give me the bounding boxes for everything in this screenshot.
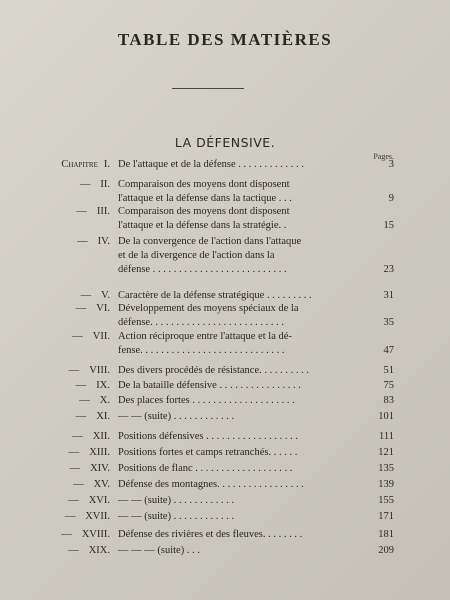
chapter-title: [118, 394, 360, 408]
page-number: 83: [383, 395, 394, 406]
chapter-numeral: XII.: [92, 431, 110, 442]
chapter-prefix: —: [68, 447, 80, 458]
chapter-title: [118, 494, 360, 508]
chapter-prefix: —: [76, 206, 87, 217]
chapter-prefix: —: [75, 380, 87, 391]
chapter-numeral: III.: [96, 206, 110, 217]
chapter-number: [18, 235, 110, 249]
page-number: 15: [383, 220, 394, 231]
page-number: 47: [383, 345, 394, 356]
chapter-number: [18, 379, 110, 393]
pages-column-label: Pages.: [373, 152, 394, 161]
chapter-title: [118, 528, 360, 542]
chapter-number: [18, 330, 110, 344]
chapter-number: [18, 289, 110, 303]
chapter-numeral: X.: [99, 395, 110, 406]
chapter-number: [18, 364, 110, 378]
chapter-number: [18, 544, 110, 558]
chapter-title-line: Action réciproque entre l'attaque et la dé-: [118, 331, 292, 342]
chapter-title-line: Positions de flanc . . . . . . . . . . . . . . . . . . .: [118, 463, 293, 474]
page-number: 121: [378, 447, 394, 458]
chapter-number: [18, 494, 110, 508]
title-divider: [172, 88, 244, 89]
chapter-title-line: De la convergence de l'action dans l'attaque: [118, 236, 302, 247]
chapter-number: [18, 462, 110, 476]
chapter-title-line: Comparaison des moyens dont disposent: [118, 206, 290, 217]
page-number: 135: [378, 463, 394, 474]
section-title: LA DÉFENSIVE.: [174, 135, 276, 150]
chapter-title-line: De la bataille défensive . . . . . . . . . . . . . . . .: [118, 380, 301, 391]
chapter-numeral: II.: [100, 179, 110, 190]
chapter-number: [18, 446, 110, 460]
chapter-number: [18, 158, 110, 172]
chapter-title: [118, 158, 360, 172]
chapter-prefix: —: [79, 395, 90, 406]
chapter-number: [18, 394, 110, 408]
chapter-prefix: —: [75, 303, 87, 314]
chapter-prefix: —: [73, 479, 84, 490]
chapter-numeral: IX.: [96, 380, 110, 391]
chapter-title: [118, 446, 360, 460]
chapter-title-line: — — (suite) . . . . . . . . . . . .: [118, 411, 235, 422]
chapter-title-line: Défense des rivières et des fleuves. . . . . . . .: [118, 529, 303, 540]
chapter-numeral: IV.: [97, 236, 110, 247]
chapter-number: [18, 302, 110, 316]
chapter-title-line: Des divers procédés de résistance. . . . . . . . . .: [118, 365, 309, 376]
chapter-numeral: XVI.: [88, 495, 110, 506]
chapter-prefix: —: [77, 236, 88, 247]
chapter-title: [118, 510, 360, 524]
chapter-prefix: —: [75, 411, 87, 422]
page-number: 51: [383, 365, 394, 376]
chapter-numeral: XIX.: [88, 545, 110, 556]
chapter-numeral: XI.: [96, 411, 110, 422]
chapter-title-line: et de la divergence de l'action dans la: [118, 250, 275, 261]
chapter-title-line: Positions fortes et camps retranchés. . . . . .: [118, 447, 298, 458]
chapter-title: [118, 364, 360, 378]
chapter-prefix: —: [61, 529, 72, 540]
page-number: 111: [379, 431, 394, 442]
chapter-numeral: VI.: [96, 303, 110, 314]
chapter-title-line: Des places fortes . . . . . . . . . . . . . . . . . . . .: [118, 395, 295, 406]
page-number: 101: [378, 411, 394, 422]
chapter-numeral: XVIII.: [81, 529, 110, 540]
chapter-title: [118, 235, 360, 277]
page-number: 181: [378, 529, 394, 540]
chapter-numeral: XIII.: [89, 447, 110, 458]
page-number: 139: [378, 479, 394, 490]
chapter-numeral: XIV.: [90, 463, 110, 474]
chapter-numeral: VII.: [92, 331, 110, 342]
chapter-title: [118, 302, 360, 330]
chapter-title-line: Positions défensives . . . . . . . . . . . . . . . . . .: [118, 431, 298, 442]
chapter-prefix: —: [80, 290, 92, 301]
chapter-number: [18, 430, 110, 444]
chapter-number: [18, 478, 110, 492]
page-number: 35: [383, 317, 394, 328]
chapter-numeral: V.: [101, 290, 110, 301]
chapter-title: [118, 478, 360, 492]
chapter-numeral: XVII.: [85, 511, 110, 522]
chapter-number: [18, 410, 110, 424]
chapter-numeral: VIII.: [89, 365, 110, 376]
chapter-number: [18, 510, 110, 524]
chapter-title: [118, 462, 360, 476]
chapter-title-line: l'attaque et la défense dans la stratégie. .: [118, 220, 287, 231]
chapter-prefix: —: [68, 365, 80, 376]
chapter-prefix: —: [68, 545, 79, 556]
chapter-number: [18, 528, 110, 542]
chapter-title: [118, 544, 360, 558]
chapter-prefix: —: [69, 463, 81, 474]
chapter-prefix: —: [72, 331, 83, 342]
chapter-title: [118, 178, 360, 206]
chapter-title-line: défense. . . . . . . . . . . . . . . . . . . . . . . . . .: [118, 317, 284, 328]
chapter-number: [18, 205, 110, 219]
chapter-numeral: XV.: [93, 479, 110, 490]
chapter-title: [118, 430, 360, 444]
chapter-prefix: —: [64, 511, 76, 522]
page-number: 3: [388, 159, 394, 170]
page-number: 31: [383, 290, 394, 301]
page-number: 23: [383, 264, 394, 275]
page-number: 209: [378, 545, 394, 556]
chapter-title-line: défense . . . . . . . . . . . . . . . . . . . . . . . . . .: [118, 264, 287, 275]
chapter-title: [118, 379, 360, 393]
chapter-title-line: fense. . . . . . . . . . . . . . . . . . . . . . . . . . . .: [118, 345, 285, 356]
chapter-title-line: — — — (suite) . . .: [118, 545, 200, 556]
chapter-title-line: De l'attaque et de la défense . . . . . . . . . . . . .: [118, 159, 304, 170]
chapter-title-line: Comparaison des moyens dont disposent: [118, 179, 290, 190]
chapter-title-line: Développement des moyens spéciaux de la: [118, 303, 299, 314]
page-number: 75: [383, 380, 394, 391]
chapter-title: [118, 205, 360, 233]
chapter-title-line: — — (suite) . . . . . . . . . . . .: [118, 511, 235, 522]
chapter-title-line: l'attaque et la défense dans la tactique . . .: [118, 193, 292, 204]
chapter-prefix: Chapitre: [61, 159, 98, 170]
chapter-numeral: I.: [103, 159, 110, 170]
chapter-title-line: Défense des montagnes. . . . . . . . . . . . . . . . .: [118, 479, 304, 490]
page-number: 9: [388, 193, 394, 204]
chapter-prefix: —: [79, 179, 91, 190]
chapter-title: [118, 330, 360, 358]
chapter-title: [118, 410, 360, 424]
page-number: 171: [378, 511, 394, 522]
chapter-number: [18, 178, 110, 192]
chapter-title-line: Caractère de la défense stratégique . . . . . . . . .: [118, 290, 312, 301]
chapter-prefix: —: [68, 495, 79, 506]
page-title: TABLE DES MATIÈRES: [117, 30, 333, 49]
chapter-title-line: — — (suite) . . . . . . . . . . . .: [118, 495, 235, 506]
chapter-title: [118, 289, 360, 303]
page-number: 155: [378, 495, 394, 506]
chapter-prefix: —: [72, 431, 83, 442]
